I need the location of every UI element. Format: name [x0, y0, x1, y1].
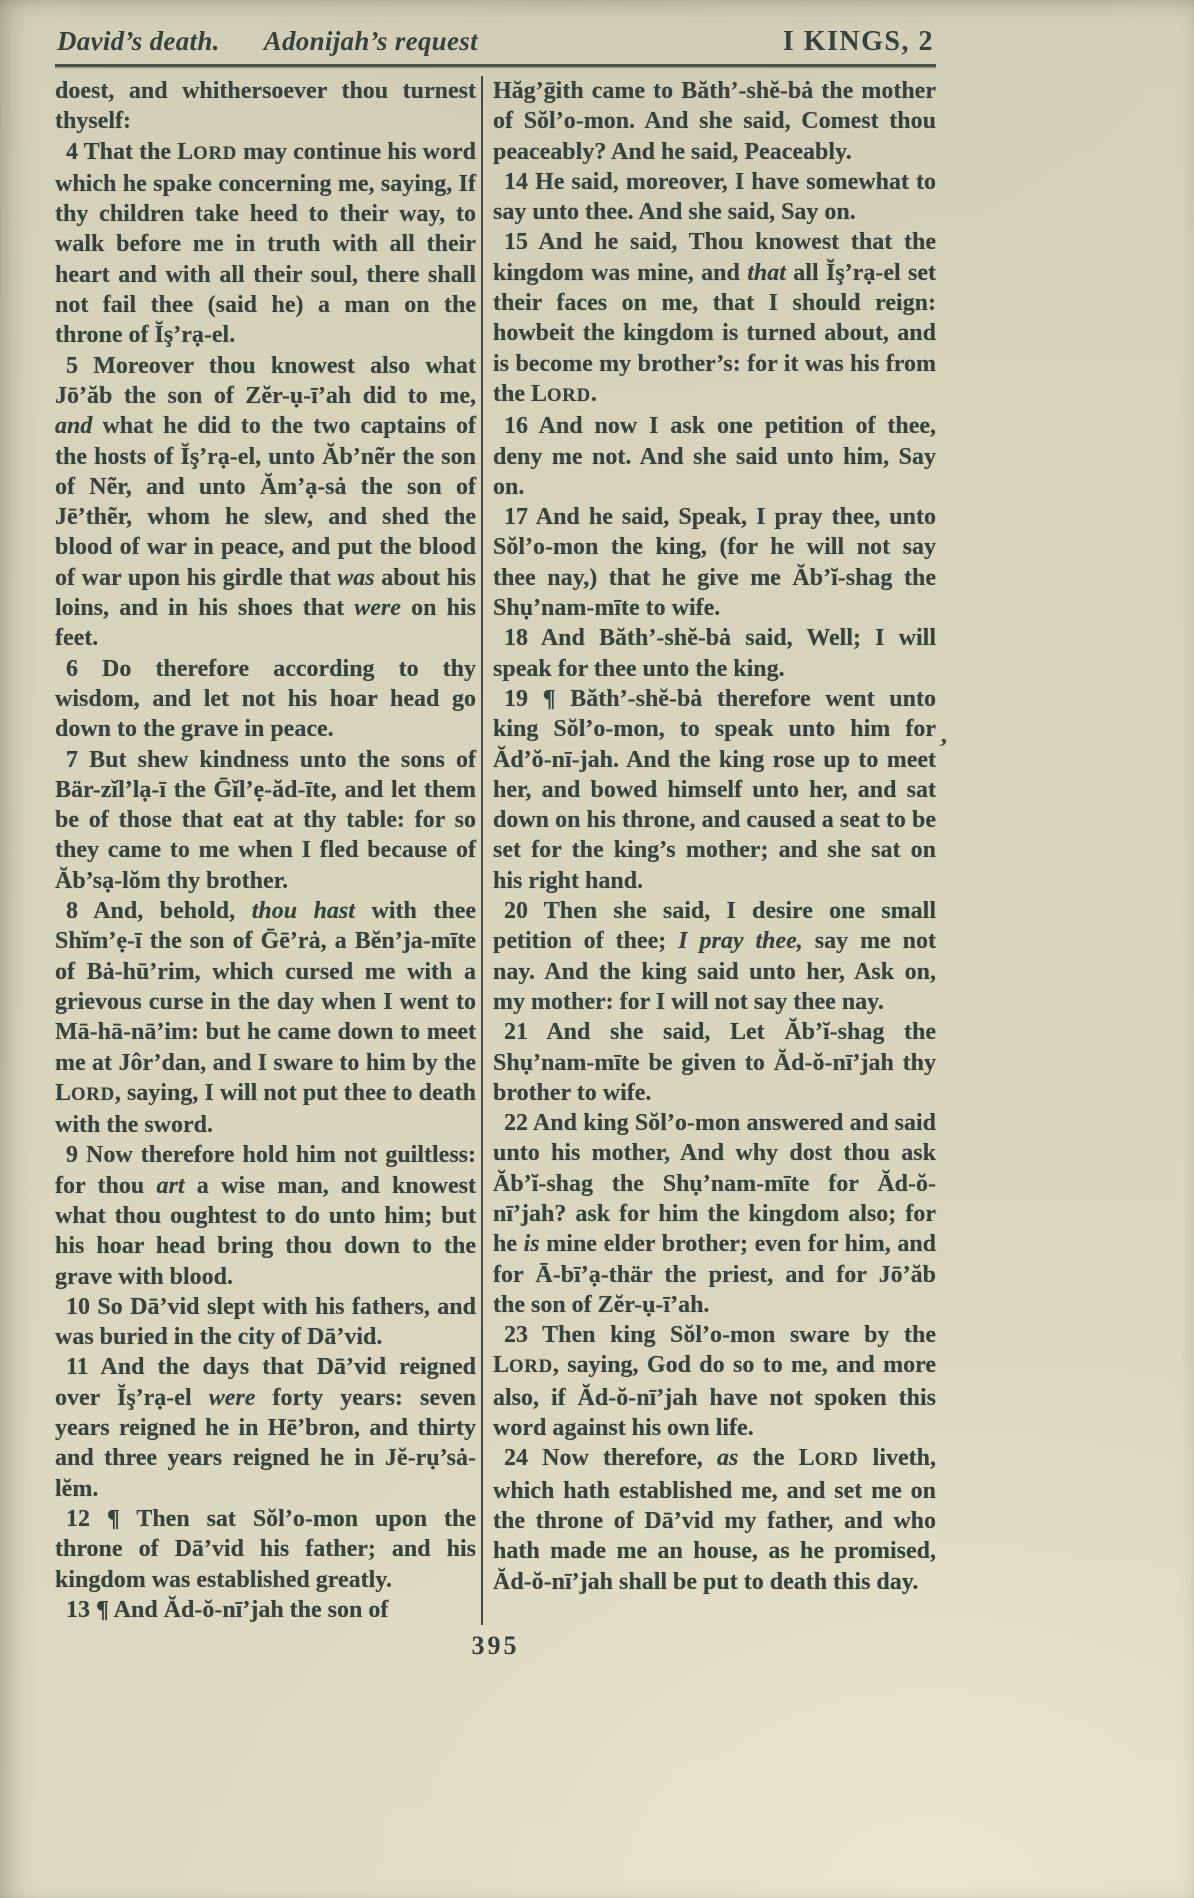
- text-segment: were: [354, 595, 401, 622]
- verse-paragraph: [55, 1595, 476, 1625]
- verse-paragraph: [493, 1320, 936, 1443]
- text-segment: is: [523, 1231, 540, 1258]
- text-segment: as: [716, 1445, 739, 1472]
- text-segment: 7 But shew kindness unto the sons of Bär-zĭl’lạ-ī the Ḡĭl’ẹ-ăd-īte, and let them be of those that eat at thy table: for so they came to me when I fled because of Ăb’sạ-lŏm thy brother.: [55, 746, 476, 894]
- text-segment: 18 And Băth’-shĕ-bȧ said, Well; I will speak for thee unto the king.: [493, 625, 936, 682]
- text-segment: LORD: [531, 380, 591, 407]
- text-segment: , saying, I will not put thee to death with the sword.: [55, 1079, 476, 1139]
- verse-paragraph: [493, 167, 936, 228]
- text-segment: I pray thee,: [678, 928, 803, 955]
- text-column-left: [55, 76, 476, 1625]
- text-segment: was: [337, 564, 375, 591]
- verse-paragraph: [55, 1504, 476, 1595]
- text-segment: 16 And now I ask one petition of thee, deny me not. And she said unto him, Say on.: [493, 413, 936, 500]
- text-segment: 21 And she said, Let Ăb’ĭ-shag the Shụ’nam-mīte be given to Ăd-ŏ-nī’jah thy brother to wife.: [493, 1019, 936, 1106]
- text-segment: Hăg’ḡith came to Băth’-shĕ-bȧ the mother of Sŏl’o-mon. And she said, Comest thou peaceably? And he said, Peaceably.: [493, 78, 936, 165]
- text-segment: 10 So Dā’vid slept with his fathers, and was buried in the city of Dā’vid.: [55, 1293, 476, 1351]
- text-segment: that: [747, 259, 786, 286]
- running-head-right: Adonijah’s request: [263, 26, 478, 56]
- text-segment: may continue his word which he spake concerning me, saying, If thy children take heed to their way, to walk before me in truth with all their heart and with all their soul, there shall not fail thee (said he) a man on the throne of Ĭş’rạ-el.: [55, 138, 477, 349]
- text-segment: , saying, God do so to me, and more also, if Ăd-ŏ-nī’jah have not spoken this word against his own life.: [493, 1352, 936, 1442]
- verse-paragraph: [55, 654, 476, 745]
- text-segment: 14 He said, moreover, I have somewhat to say unto thee. And she said, Say on.: [493, 168, 936, 226]
- verse-paragraph: [493, 684, 936, 896]
- text-segment: 15 And he said, Thou knowest that the kingdom was mine, and: [493, 229, 936, 286]
- text-segment: 12 ¶ Then sat Sŏl’o-mon upon the throne of Dā’vid his father; and his kingdom was established greatly.: [55, 1505, 476, 1593]
- verse-paragraph: [55, 745, 476, 896]
- verse-paragraph: [493, 623, 936, 684]
- text-segment: LORD: [798, 1445, 859, 1472]
- text-segment: 23 Then king Sŏl’o-mon sware by the: [504, 1322, 936, 1349]
- verse-paragraph: [493, 1017, 936, 1108]
- verse-paragraph: [493, 1443, 936, 1596]
- verse-paragraph: [493, 1108, 936, 1320]
- text-segment: 19 ¶ Băth’-shĕ-bȧ therefore went unto king Sŏl’o-mon, to speak unto him for Ăd’ŏ-nī-jah. And the king rose up to meet her, and bowed himself unto her, and sat down on his throne, and caused a seat to be set for the king’s mother; and she sat on his right hand.: [493, 685, 936, 894]
- text-block: [55, 26, 936, 1661]
- text-segment: about his loins, and in his shoes that: [55, 564, 476, 622]
- text-segment: on his feet.: [55, 595, 476, 652]
- stray-ink-mark: ’: [935, 732, 950, 763]
- text-segment: 5 Moreover thou knowest also what Jō’ăb the son of Zĕr-ụ-ī’ah did to me,: [55, 352, 476, 409]
- text-segment: with thee Shĭm’ẹ-ī the son of Ḡē’rȧ, a Bĕn’ja-mīte of Bȧ-hū’rim, which cursed me with a grievous curse in the day when I went to Mā-hā-nā’im: but he came down to meet me at Jôr’dan, and I sware to him by the: [55, 898, 477, 1076]
- verse-paragraph: [55, 1140, 476, 1291]
- text-segment: were: [208, 1384, 256, 1411]
- verse-paragraph: [55, 1292, 476, 1353]
- text-segment: and: [55, 413, 93, 440]
- text-segment: what he did to the two captains of the hosts of Ĭş’rạ-el, unto Ăb’nẽr the son of Nẽr, and unto Ăm’ạ-sȧ the son of Jē’thẽr, whom he slew, and shed the blood of war in peace, and put the blood of war upon his girdle that: [55, 413, 476, 591]
- text-segment: art: [156, 1172, 185, 1199]
- text-segment: all Ĭş’rạ-el set their faces on me, that I should reign: howbeit the kingdom is turned about, and is become my brother’s: for it was his from the: [493, 259, 936, 407]
- verse-paragraph: [493, 896, 936, 1017]
- text-segment: the: [738, 1445, 799, 1472]
- text-segment: say me not nay. And the king said unto her, Ask on, my mother: for I will not say thee nay.: [493, 928, 937, 1015]
- text-segment: thou hast: [251, 898, 355, 925]
- verse-paragraph: [493, 502, 936, 623]
- verse-paragraph: [55, 137, 476, 351]
- verse-paragraph: [55, 76, 476, 137]
- text-segment: 24 Now therefore,: [504, 1445, 717, 1472]
- text-segment: .: [590, 380, 597, 407]
- text-segment: LORD: [55, 1079, 115, 1106]
- verse-paragraph: [493, 411, 936, 502]
- text-segment: 17 And he said, Speak, I pray thee, unto Sŏl’o-mon the king, (for he will not say thee nay,) that he give me Ăb’ĭ-shag the Shụ’nam-mīte to wife.: [493, 504, 936, 622]
- verse-paragraph: [55, 351, 476, 654]
- text-segment: LORD: [177, 138, 237, 165]
- running-head: [57, 26, 478, 57]
- verse-paragraph: [493, 227, 936, 411]
- text-segment: 22 And king Sŏl’o-mon answered and said unto his mother, And why dost thou ask Ăb’ĭ-shag the Shụ’nam-mīte for Ăd-ŏ-nī’jah? ask for him the kingdom also; for he: [493, 1110, 936, 1258]
- text-segment: doest, and whithersoever thou turnest thyself:: [55, 78, 476, 135]
- book-chapter-title: I KINGS, 2: [782, 26, 934, 57]
- text-segment: LORD: [493, 1352, 553, 1379]
- text-segment: liveth, which hath established me, and set me on the throne of Dā’vid my father, and who hath made me an house, as he promised, Ăd-ŏ-nī’jah shall be put to death this day.: [493, 1445, 937, 1595]
- text-segment: 11 And the days that Dā’vid reigned over Ĭş’rạ-el: [55, 1354, 476, 1411]
- columns: [55, 76, 936, 1625]
- text-segment: 13 ¶ And Ăd-ŏ-nī’jah the son of: [66, 1596, 389, 1623]
- header-rule: [55, 64, 936, 67]
- text-segment: 9 Now therefore hold him not guiltless: for thou: [55, 1142, 476, 1199]
- page-number: 395: [471, 1631, 520, 1661]
- text-segment: 20 Then she said, I desire one small petition of thee;: [493, 898, 936, 955]
- text-segment: 6 Do therefore according to thy wisdom, and let not his hoar head go down to the grave in peace.: [55, 655, 476, 743]
- text-column-right: [483, 76, 936, 1625]
- page-header: [55, 26, 936, 64]
- verse-paragraph: [55, 1352, 476, 1503]
- text-segment: 4 That the: [66, 138, 178, 165]
- text-segment: 8 And, behold,: [66, 898, 252, 925]
- verse-paragraph: [55, 896, 476, 1140]
- running-head-left: David’s death.: [57, 26, 220, 56]
- text-segment: forty years: seven years reigned he in Hē’bron, and thirty and three years reigned he in Jĕ-rụ’sȧ-lĕm.: [55, 1384, 476, 1502]
- text-segment: a wise man, and knowest what thou oughtest to do unto him; but his hoar head bring thou down to the grave with blood.: [55, 1172, 476, 1290]
- verse-paragraph: [493, 76, 936, 167]
- text-segment: mine elder brother; even for him, and for Ā-bī’ạ-thär the priest, and for Jō’ăb the son of Zĕr-ụ-ī’ah.: [493, 1231, 937, 1318]
